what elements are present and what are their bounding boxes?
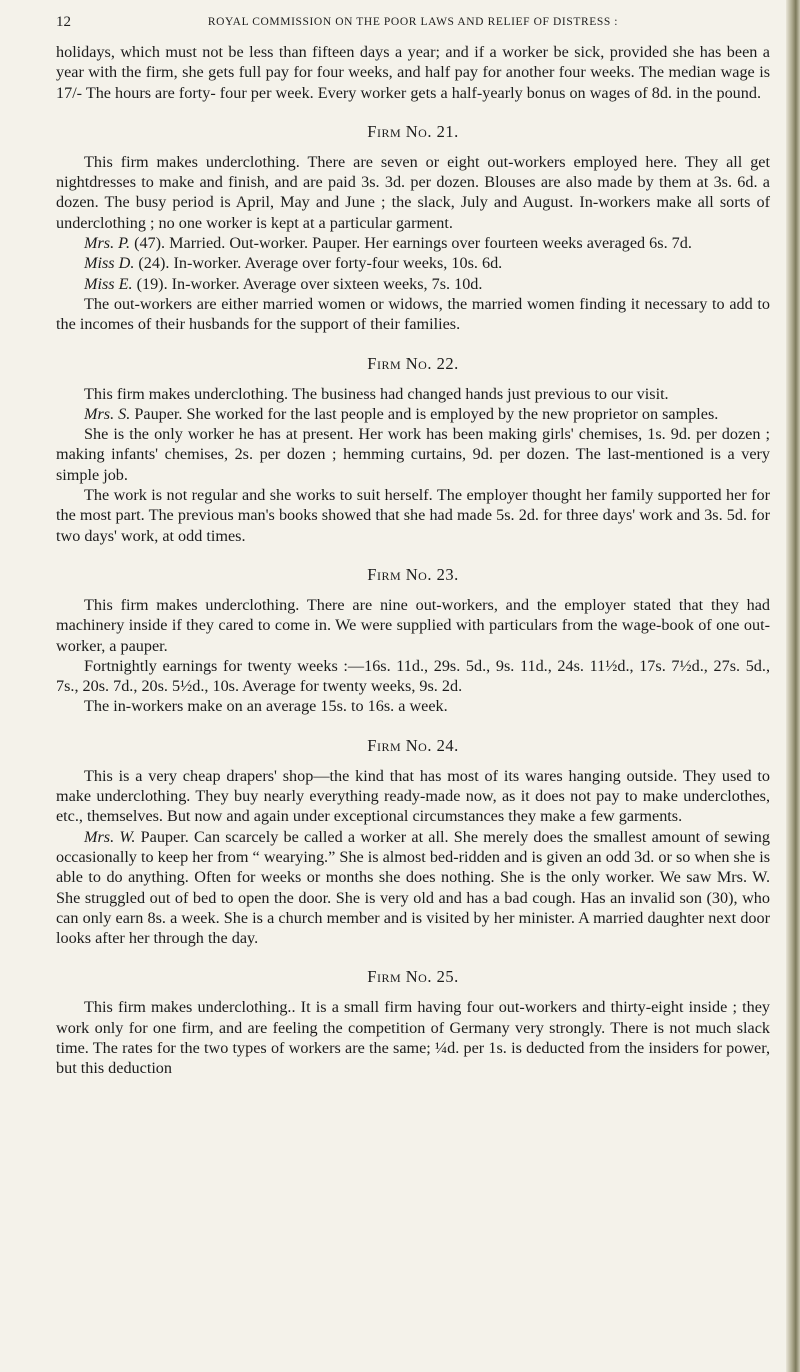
worker-details: (19). In-worker. Average over sixteen weeks, 7s. 10d.	[132, 274, 483, 293]
worker-details: (47). Married. Out-worker. Pauper. Her earnings over fourteen weeks averaged 6s. 7d.	[130, 234, 692, 253]
worker-name: Mrs. P.	[84, 234, 131, 253]
worker-name: Miss E.	[84, 274, 133, 293]
worker-name: Mrs. S.	[84, 404, 131, 423]
firm-23-earnings: Fortnightly earnings for twenty weeks :—16s. 11d., 29s. 5d., 9s. 11d., 24s. 11½d., 17s. 7½d., 27s. 5d., 7s., 20s. 7d., 20s. 5½d., 10s. Average for twenty weeks, 9s. 2d.	[56, 656, 770, 696]
running-head: ROYAL COMMISSION ON THE POOR LAWS AND RELIEF OF DISTRESS :	[207, 16, 619, 28]
worker-entry	[56, 274, 770, 294]
worker-name: Miss D.	[84, 254, 135, 273]
firm-22-description: This firm makes underclothing. The business had changed hands just previous to our visit.	[84, 384, 669, 403]
worker-name: Mrs. W.	[84, 827, 136, 846]
firm-22-paragraph: The work is not regular and she works to suit herself. The employer thought her family supported her for the most part. The previous man's books showed that she had made 5s. 2d. for three days' work and 3s. 5d. for two days' work, at odd times.	[56, 486, 770, 545]
firm-24-heading: Firm No. 24.	[367, 735, 459, 755]
firm-25-description: This firm makes underclothing.. It is a small firm having four out-workers and thirty-eight inside ; they work only for one firm, and are feeling the competition of Germany very strongly. There is not much slack time. The rates for the two types of workers are the same; ¼d. per 1s. is deducted from the insiders for power, but this deduction	[56, 998, 770, 1078]
firm-21-section	[56, 122, 770, 335]
document-page	[56, 14, 770, 1079]
firm-22-section	[56, 354, 770, 546]
worker-entry	[56, 253, 770, 273]
firm-25-section	[56, 967, 770, 1078]
worker-details: (24). In-worker. Average over forty-four weeks, 10s. 6d.	[134, 254, 503, 273]
firm-21-note: The out-workers are either married women or widows, the married women finding it necessary to add to the incomes of their husbands for the support of their families.	[56, 294, 770, 334]
firm-23-section	[56, 565, 770, 717]
firm-23-heading: Firm No. 23.	[367, 564, 459, 584]
firm-25-heading: Firm No. 25.	[367, 967, 459, 987]
intro-paragraph: holidays, which must not be less than fifteen days a year; and if a worker be sick, provided she has been a year with the firm, she gets full pay for four weeks, and half pay for another four weeks. The median wage is 17/- The hours are forty- four per week. Every worker gets a half-yearly bonus on wages of 8d. in the pound.	[56, 43, 770, 102]
firm-21-description: This firm makes underclothing. There are seven or eight out-workers employed here. They all get nightdresses to make and finish, and are paid 3s. 3d. per dozen. Blouses are also made by them at 3s. 6d. a dozen. The busy period is April, May and June ; the slack, July and August. In-workers make all sorts of underclothing ; no one worker is kept at a particular garment.	[56, 152, 770, 232]
worker-details: Pauper. Can scarcely be called a worker at all. She merely does the smallest amount of sewing occasionally to keep her from “ wearying.” She is almost bed-ridden and is given an odd 3d. or so when she is able to do anything. Often for weeks or months she does nothing. She is the only worker. We saw Mrs. W. She struggled out of bed to open the door. She is very old and has a bad cough. Has an invalid son (30), who can only earn 8s. a week. She is a church member and is visited by her minister. A married daughter next door looks after her through the day.	[56, 827, 770, 948]
worker-details: Pauper. She worked for the last people and is employed by the new proprietor on samples.	[130, 404, 719, 423]
firm-22-paragraph: She is the only worker he has at present. Her work has been making girls' chemises, 1s. 9d. per dozen ; making infants' chemises, 2s. per dozen ; hemming curtains, 9d. per dozen. The last-mentioned is a very simple job.	[56, 425, 770, 484]
firm-24-section	[56, 736, 770, 949]
worker-entry	[56, 233, 770, 253]
page-number: 12	[56, 14, 71, 30]
firm-23-paragraph: The in-workers make on an average 15s. to 16s. a week.	[84, 697, 448, 716]
firm-21-heading: Firm No. 21.	[367, 121, 459, 141]
worker-entry	[56, 827, 770, 949]
firm-22-heading: Firm No. 22.	[367, 353, 459, 373]
page-edge-shadow	[786, 0, 800, 1372]
worker-entry	[56, 404, 770, 424]
firm-23-description: This firm makes underclothing. There are nine out-workers, and the employer stated that they had machinery inside if they cared to come in. We were supplied with particulars from the wage-book of one out-worker, a pauper.	[56, 595, 770, 655]
firm-24-description: This is a very cheap drapers' shop—the kind that has most of its wares hanging outside. They used to make underclothing. They buy nearly everything ready-made now, as it does not pay to make underclothes, etc., themselves. But now and again under exceptional circumstances they make a few garments.	[56, 766, 770, 826]
page-header	[56, 14, 770, 42]
